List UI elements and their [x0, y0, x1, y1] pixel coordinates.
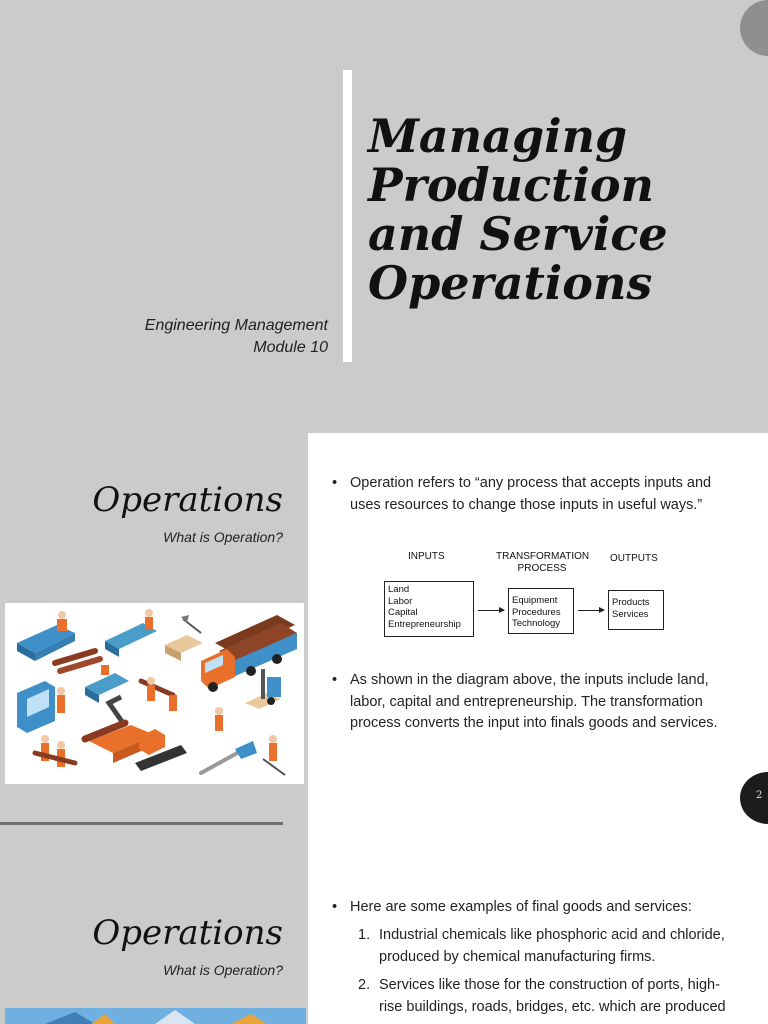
operations-slide	[0, 410, 768, 842]
slide-title: Operations	[92, 480, 283, 520]
industrial-operations-illustration	[5, 603, 304, 784]
worker-carrying-log-icon	[141, 677, 177, 711]
bullet-dot: •	[332, 899, 338, 915]
diagram-inputs-box: Land Labor Capital Entrepreneurship	[384, 581, 474, 637]
industrial-illustration-partial	[5, 1008, 306, 1024]
bullet-examples-intro: • Here are some examples of final goods and services:	[332, 897, 738, 919]
content-panel	[308, 433, 768, 842]
course-name: Engineering Management	[144, 317, 328, 334]
slide-divider	[0, 822, 283, 825]
diagram-transform-header: TRANSFORMATION PROCESS	[496, 551, 590, 574]
chainsaw-icon	[201, 741, 257, 773]
corner-decoration	[740, 0, 768, 56]
cutting-table-icon	[105, 609, 157, 657]
lathe-machine-icon	[85, 665, 129, 703]
input-transformation-output-diagram	[382, 548, 664, 652]
list-item: 2. Services like those for the construction of ports, high-rise buildings, roads, bridges, etc. which are produced	[358, 977, 726, 1015]
content-panel	[308, 842, 768, 1024]
bullet-dot: •	[332, 475, 338, 491]
bullet-definition: • Operation refers to “any process that accepts inputs and uses resources to change those inputs in useful ways.”	[332, 475, 712, 513]
plank-stack-icon	[165, 615, 203, 661]
bullet-explanation: • As shown in the diagram above, the inputs include land, labor, capital and entrepreneurship. The transformation process converts the input into finals goods and services.	[332, 672, 718, 731]
title-slide	[0, 0, 768, 410]
presentation-title: Managing Production and Service Operations	[368, 109, 668, 310]
diagram-outputs-box: Products Services	[608, 590, 664, 630]
log-truck-icon	[201, 615, 297, 692]
industrial-press-icon	[17, 681, 65, 733]
diagram-inputs-header: INPUTS	[408, 551, 445, 562]
sawmill-machine-icon	[17, 611, 75, 661]
slide-title: Operations	[92, 913, 283, 953]
operations-examples-slide	[0, 842, 768, 1024]
slide-subtitle: What is Operation?	[163, 529, 283, 545]
arrow-right-icon	[578, 610, 604, 611]
list-item: 1. Industrial chemicals like phosphoric acid and chloride, produced by chemical manufacturing firms.	[358, 927, 725, 965]
workers-icon	[35, 735, 75, 767]
page-number-badge: 2	[740, 772, 768, 824]
slide-subtitle: What is Operation?	[163, 962, 283, 978]
bullet-dot: •	[332, 672, 338, 688]
arrow-right-icon	[478, 610, 504, 611]
diagram-process-box: Equipment Procedures Technology	[508, 588, 574, 634]
title-accent-bar	[343, 70, 352, 362]
module-label: Module 10	[253, 339, 328, 356]
presentation-subtitle	[145, 315, 328, 359]
log-pile-icon	[55, 651, 100, 671]
diagram-outputs-header: OUTPUTS	[610, 553, 658, 564]
lumberjack-icon	[215, 707, 285, 775]
